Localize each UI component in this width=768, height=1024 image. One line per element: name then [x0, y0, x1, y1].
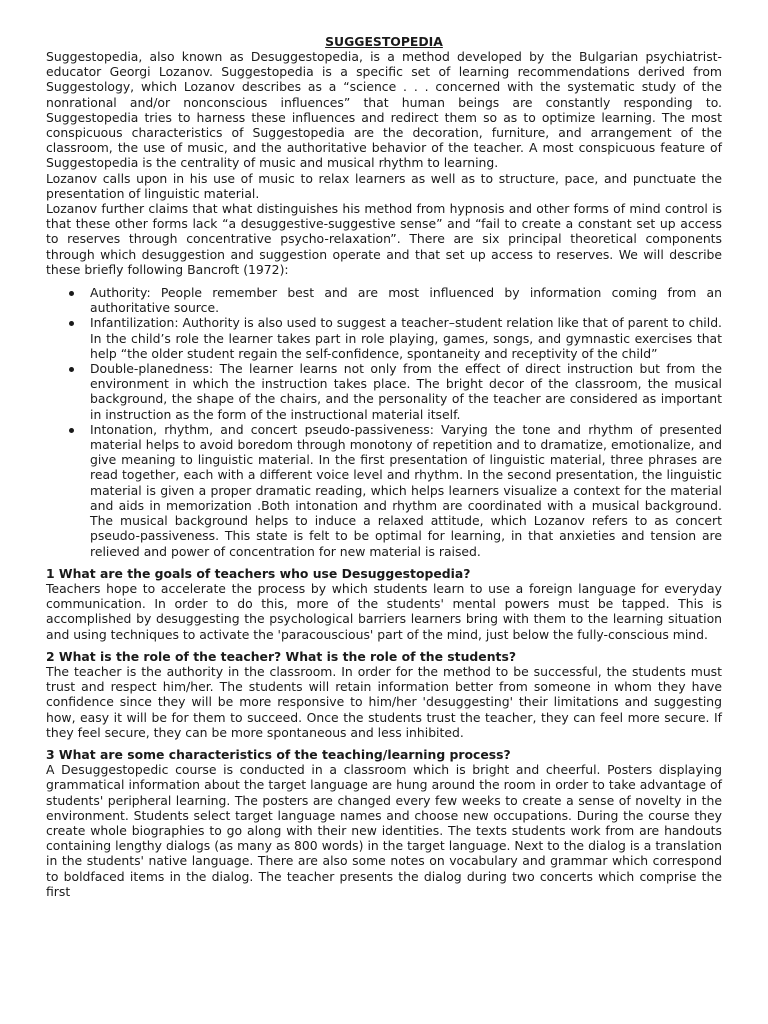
intro-paragraph: Suggestopedia, also known as Desuggestopedia, is a method developed by the Bulgarian psychiatrist-educator Georgi Lozanov. Suggestopedia is a specific set of learning recommendations derived from Suggestology, which Lozanov describes as a “science . . . concerned with the systematic study of the nonrational and/or nonconscious influences” that human beings are constantly responding to. Suggestopedia tries to harness these influences and redirect them so as to optimize learning. The most conspicuous characteristics of Suggestopedia are the decoration, furniture, and arrangement of the classroom, the use of music, and the authoritative behavior of the teacher. A most conspicuous feature of Suggestopedia is the centrality of music and musical rhythm to learning.: [46, 49, 722, 171]
answer-paragraph: A Desuggestopedic course is conducted in a classroom which is bright and cheerful. Posters displaying grammatical information about the target language are hung around the room in order to take advantage of students' peripheral learning. The posters are changed every few weeks to create a sense of novelty in the environment. Students select target language names and choose new occupations. During the course they create whole biographies to go along with their new identities. The texts students work from are handouts containing lengthy dialogs (as many as 800 words) in the target language. Next to the dialog is a translation in the students' native language. There are also some notes on vocabulary and grammar which correspond to boldfaced items in the dialog. The teacher presents the dialog during two concerts which comprise the first: [46, 762, 722, 899]
bullet-icon: [69, 291, 74, 296]
question-heading: 3 What are some characteristics of the teaching/learning process?: [46, 746, 511, 762]
bullet-icon: [69, 367, 74, 372]
intro-paragraph: Lozanov further claims that what distinguishes his method from hypnosis and other forms of mind control is that these other forms lack “a desuggestive-suggestive sense” and “fail to create a constant set up access to reserves through concentrative psycho-relaxation”. There are six principal theoretical components through which desuggestion and suggestion operate and that set up access to reserves. We will describe these briefly following Bancroft (1972):: [46, 201, 722, 277]
question-heading: 2 What is the role of the teacher? What is the role of the students?: [46, 648, 517, 664]
list-item-text: Intonation, rhythm, and concert pseudo-passiveness: Varying the tone and rhythm of presented material helps to avoid boredom through monotony of repetition and to dramatize, emotionalize, and give meaning to linguistic material. In the first presentation of linguistic material, three phrases are read together, each with a different voice level and rhythm. In the second presentation, the linguistic material is given a proper dramatic reading, which helps learners visualize a context for the material and aids in memorization .Both intonation and rhythm are coordinated with a musical background. The musical background helps to induce a relaxed attitude, which Lozanov refers to as concert pseudo-passiveness. This state is felt to be optimal for learning, in that anxieties and tension are relieved and power of concentration for new material is raised.: [90, 421, 722, 559]
list-item: [90, 422, 722, 559]
list-item-text: Authority: People remember best and are most influenced by information coming from an authoritative source.: [90, 285, 722, 316]
list-item: [90, 285, 722, 315]
list-item-text: Double-planedness: The learner learns not only from the effect of direct instruction but from the environment in which the instruction takes place. The bright decor of the classroom, the musical background, the shape of the chairs, and the personality of the teacher are considered as important in instruction as the form of the instructional material itself.: [90, 361, 722, 422]
components-list: [46, 285, 722, 559]
document-title: SUGGESTOPEDIA: [325, 34, 443, 49]
answer-paragraph: The teacher is the authority in the classroom. In order for the method to be successful, the students must trust and respect him/her. The students will retain information better from someone in whom they have confidence since they will be more responsive to him/her 'desuggesting' their limitations and suggesting how, easy it will be for them to succeed. Once the students trust the teacher, they can feel more secure. If they feel secure, they can be more spontaneous and less inhibited.: [46, 663, 722, 740]
list-item: [90, 315, 722, 361]
intro-paragraph: Lozanov calls upon in his use of music to relax learners as well as to structure, pace, and punctuate the presentation of linguistic material.: [46, 170, 722, 201]
list-item: [90, 361, 722, 422]
list-item-text: Infantilization: Authority is also used to suggest a teacher–student relation like that of parent to child. In the child’s role the learner takes part in role playing, games, songs, and gymnastic exercises that help “the older student regain the self-confidence, spontaneity and receptivity of the child”: [90, 315, 722, 361]
question-heading: 1 What are the goals of teachers who use Desuggestopedia?: [46, 565, 471, 581]
bullet-icon: [69, 428, 74, 433]
answer-paragraph: Teachers hope to accelerate the process by which students learn to use a foreign language for everyday communication. In order to do this, more of the students' mental powers must be tapped. This is accomplished by desuggesting the psychological barriers learners bring with them to the learning situation and using techniques to activate the 'paracouscious' part of the mind, just below the fully-conscious mind.: [46, 580, 722, 642]
bullet-icon: [69, 321, 74, 326]
